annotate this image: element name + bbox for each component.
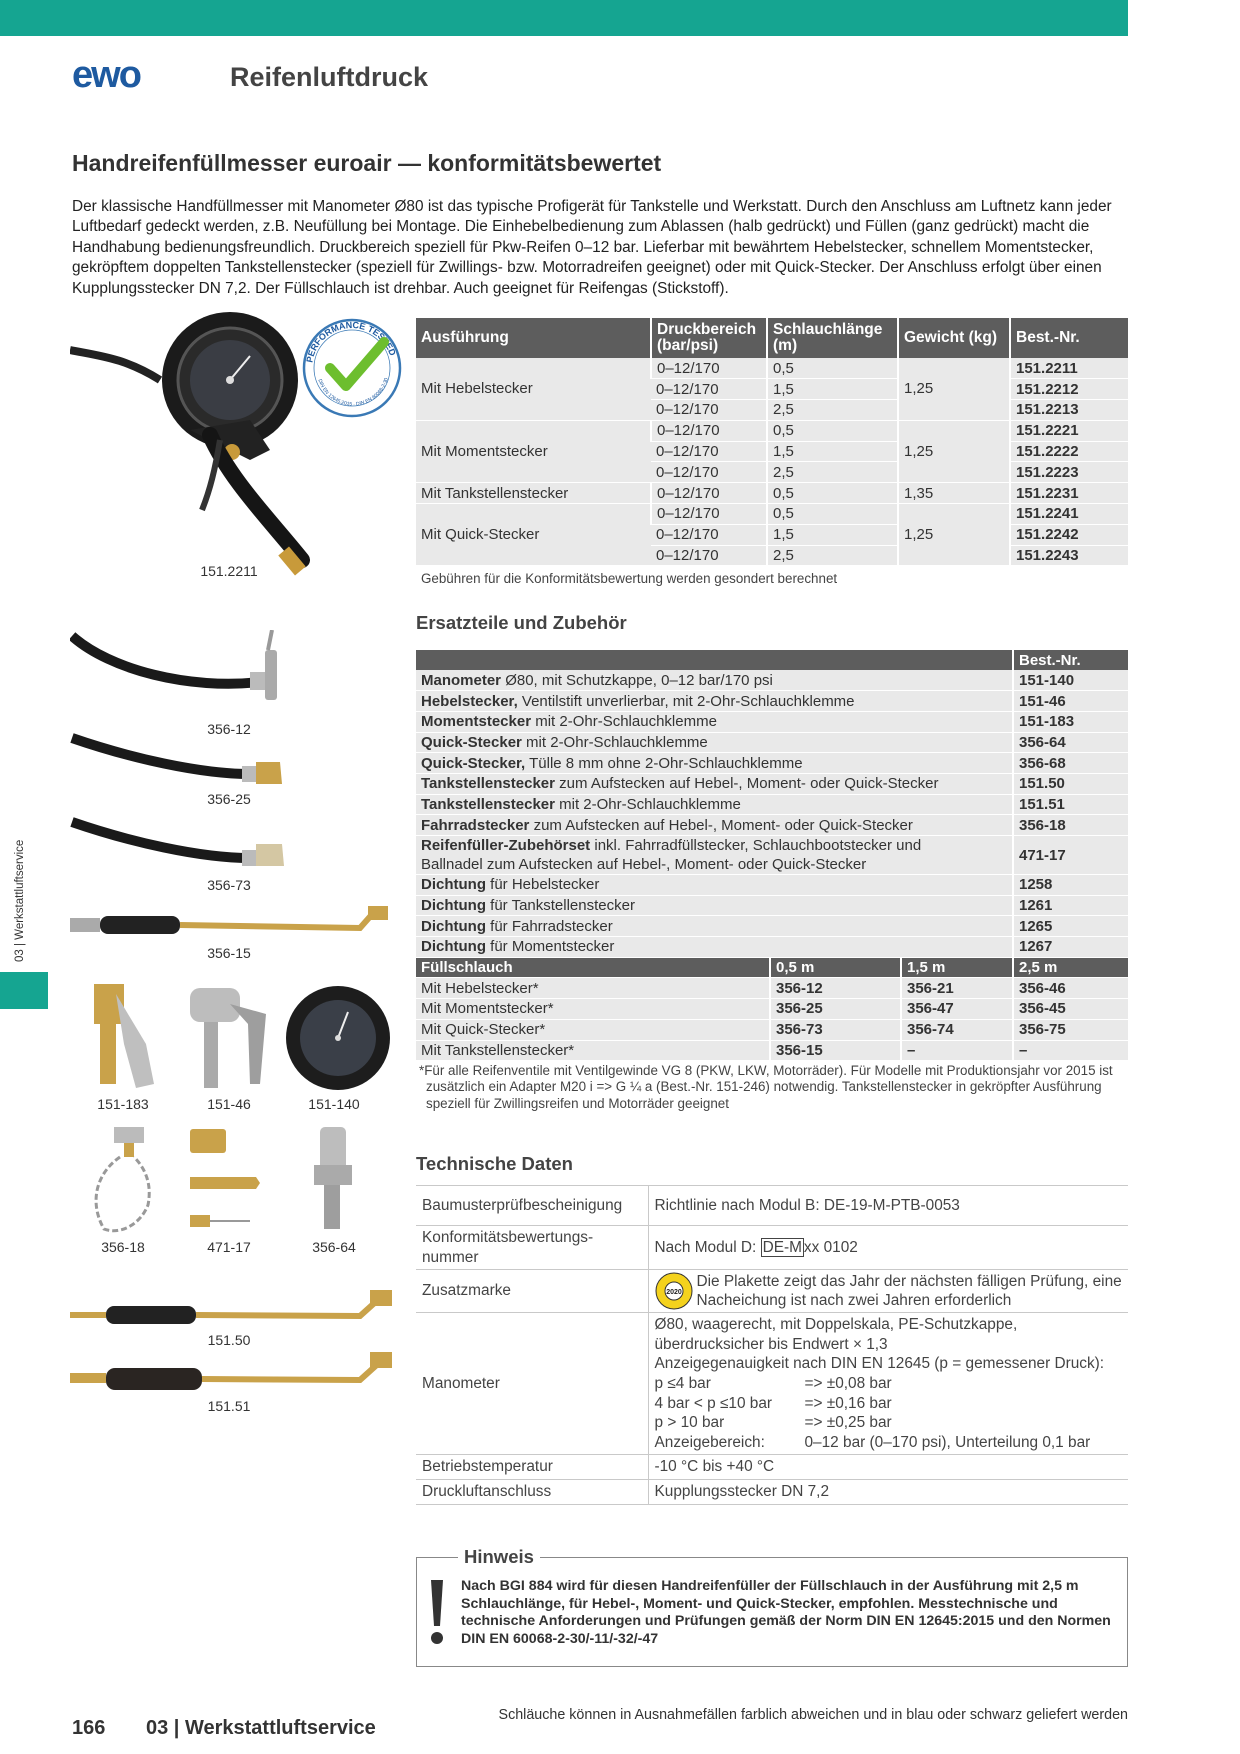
tech-label: Konformitätsbewertungs-nummer <box>416 1226 648 1270</box>
part-desc: Tankstellenstecker zum Aufstecken auf Hebel-, Moment- oder Quick-Stecker <box>416 773 1013 794</box>
footer-note: Schläuche können in Ausnahmefällen farblich abweichen und in blau oder schwarz geliefert werden <box>498 1707 1128 1723</box>
hose-header-row <box>416 957 1128 978</box>
parts-section-title: Ersatzteile und Zubehör <box>416 612 627 633</box>
weight-cell: 1,25 <box>898 504 1010 566</box>
range-cell: 0–12/170 <box>651 358 767 379</box>
table-row <box>416 358 1128 379</box>
tech-value: -10 °C bis +40 °C <box>648 1455 1128 1480</box>
parts-header-best-nr: Best.-Nr. <box>1013 650 1128 670</box>
order-number: 151.2222 <box>1010 441 1128 462</box>
weight-cell: 1,25 <box>898 358 1010 420</box>
order-number: 151.2223 <box>1010 462 1128 483</box>
order-number: 1265 <box>1013 916 1128 937</box>
range-cell: 0–12/170 <box>651 545 767 566</box>
ewo-logo <box>72 55 172 95</box>
weight-cell: 1,35 <box>898 483 1010 504</box>
table-row <box>416 836 1128 875</box>
hose-label: Mit Momentstecker* <box>416 999 770 1020</box>
table-row <box>416 895 1128 916</box>
hose-header-15: 1,5 m <box>901 957 1013 978</box>
side-section-tab <box>0 972 48 1009</box>
exclamation-icon <box>428 1578 446 1648</box>
part-desc: Quick-Stecker, Tülle 8 mm ohne 2-Ohr-Schlauchklemme <box>416 753 1013 774</box>
tankstellenstecker-151-50-image <box>70 1290 400 1336</box>
tankstellenstecker-151-51-image <box>70 1352 400 1402</box>
part-desc: Momentstecker mit 2-Ohr-Schlauchklemme <box>416 711 1013 732</box>
tech-label: Druckluftanschluss <box>416 1479 648 1504</box>
hose-label: Mit Quick-Stecker* <box>416 1019 770 1040</box>
order-number: 1261 <box>1013 895 1128 916</box>
intro-paragraph: Der klassische Handfüllmesser mit Manometer Ø80 ist das typische Profigerät für Tankstelle und Werkstatt. Durch den Anschluss am Luftnetz kann jeder Luftbedarf gedeckt werden, z.B. Neufüllung bei Montage. Die Einhebelbedienung zum Ablassen (halb gedrückt) und Füllen (ganz gedrückt) macht die Handhabung bedienungsfreundlich. Druckbereich speziell für Pkw-Reifen 0–12 bar. Lieferbar mit bewährtem Hebelstecker, schnellem Momentstecker, gekröpftem doppelten Tankstellenstecker (speziell für Zwillings- bzw. Motorradreifen geeignet) oder mit Quick-Stecker. Der Anschluss erfolgt über einen Kupplungsstecker DN 7,2. Der Füllschlauch ist drehbar. Auch geeignet für Reifengas (Stickstoff). <box>72 198 1112 297</box>
variant-name: Mit Quick-Stecker <box>416 504 651 566</box>
order-number: 151-140 <box>1013 670 1128 691</box>
part-desc: Quick-Stecker mit 2-Ohr-Schlauchklemme <box>416 732 1013 753</box>
tech-value: Nach Modul D: DE-M xx 0102 <box>648 1226 1128 1270</box>
caption-151-183: 151-183 <box>97 1096 149 1112</box>
hose-hebelstecker-image <box>70 630 290 720</box>
hose-quick-stecker-image <box>70 816 290 876</box>
weight-cell: 1,25 <box>898 420 1010 482</box>
table-row <box>416 1455 1128 1480</box>
table-row <box>416 732 1128 753</box>
quick-stecker-part-image <box>304 1125 364 1235</box>
tech-value: 2020 Die Plakette zeigt das Jahr der nächsten fälligen Prüfung, eine Nacheichung ist nach zwei Jahren erforderlich <box>648 1270 1128 1313</box>
part-desc: Reifenfüller-Zubehörset inkl. Fahrradfüllstecker, Schlauchbootstecker und Ballnadel zum Aufstecken auf Hebel-, Moment- oder Quick-Stecker <box>416 836 1013 875</box>
order-number: 356-73 <box>770 1019 901 1040</box>
hose-footnote-1: *Für alle Reifenventile mit Ventilgewinde VG 8 (PKW, LKW, Motorräder). Für Modelle mit Produktionsjahr vor 2015 ist <box>419 1063 1113 1078</box>
range-cell: 0–12/170 <box>651 483 767 504</box>
tech-section-title: Technische Daten <box>416 1153 573 1174</box>
order-number: 151.2241 <box>1010 504 1128 525</box>
hose-tankstellenstecker-image <box>70 906 390 946</box>
part-desc: Dichtung für Momentstecker <box>416 937 1013 958</box>
order-number: 356-68 <box>1013 753 1128 774</box>
badge-top-text: PERFORMANCE TESTED <box>304 319 398 364</box>
order-number: 356-75 <box>1013 1019 1128 1040</box>
side-section-label: 03 | Werkstattluftservice <box>14 839 26 962</box>
momentstecker-part-image <box>86 984 158 1094</box>
length-cell: 2,5 <box>767 462 898 483</box>
badge-bottom-text: DIN EN 12645:2015 · DIN EN 60068-2-30 <box>316 377 390 408</box>
order-number: 356-25 <box>770 999 901 1020</box>
caption-356-73: 356-73 <box>207 877 251 893</box>
length-cell: 0,5 <box>767 504 898 525</box>
caption-151-51: 151.51 <box>207 1398 251 1414</box>
part-desc: Dichtung für Tankstellenstecker <box>416 895 1013 916</box>
range-cell: 0–12/170 <box>651 462 767 483</box>
length-cell: 1,5 <box>767 524 898 545</box>
order-number: 151.2212 <box>1010 379 1128 400</box>
col-header-ausfuehrung: Ausführung <box>416 318 651 358</box>
de-m-mark: DE-M <box>762 1238 802 1256</box>
table-row <box>416 711 1128 732</box>
range-cell: 0–12/170 <box>651 379 767 400</box>
variant-name: Mit Hebelstecker <box>416 358 651 420</box>
length-cell: 2,5 <box>767 400 898 421</box>
tech-label: Betriebstemperatur <box>416 1455 648 1480</box>
order-number: 151.2213 <box>1010 400 1128 421</box>
length-cell: 0,5 <box>767 358 898 379</box>
variant-name: Mit Tankstellenstecker <box>416 483 651 504</box>
top-accent-bar <box>0 0 1128 36</box>
hose-label: Mit Hebelstecker* <box>416 978 770 999</box>
length-cell: 0,5 <box>767 420 898 441</box>
order-number: 356-47 <box>901 999 1013 1020</box>
table-row <box>416 691 1128 712</box>
col-header-schlauchlaenge: Schlauchlänge (m) <box>767 318 898 358</box>
accuracy-grid: p ≤4 bar => ±0,08 bar 4 bar < p ≤10 bar => ±0,16 bar p > 10 bar => ±0,25 bar Anzeigebereich: 0–12 bar (0–170 psi), Unterteilung 0,1 bar <box>654 1374 1091 1451</box>
table-row <box>416 937 1128 958</box>
order-number: 356-45 <box>1013 999 1128 1020</box>
part-desc: Manometer Ø80, mit Schutzkappe, 0–12 bar/170 psi <box>416 670 1013 691</box>
order-number: 356-46 <box>1013 978 1128 999</box>
table-row <box>416 1270 1128 1313</box>
length-cell: 1,5 <box>767 441 898 462</box>
table-row <box>416 1019 1128 1040</box>
order-number: 1258 <box>1013 875 1128 896</box>
parts-table <box>416 650 1128 1061</box>
table-row <box>416 978 1128 999</box>
range-cell: 0–12/170 <box>651 504 767 525</box>
order-number: 151.50 <box>1013 773 1128 794</box>
table-row <box>416 794 1128 815</box>
main-image-caption: 151.2211 <box>200 563 258 579</box>
sticker-year: 2020 <box>665 1289 682 1297</box>
part-desc: Dichtung für Fahrradstecker <box>416 916 1013 937</box>
table-row <box>416 1313 1128 1455</box>
hose-label: Mit Tankstellenstecker* <box>416 1040 770 1061</box>
range-cell: 0–12/170 <box>651 441 767 462</box>
col-header-druckbereich: Druckbereich (bar/psi) <box>651 318 767 358</box>
caption-356-64: 356-64 <box>312 1239 356 1255</box>
tech-value: Richtlinie nach Modul B: DE-19-M-PTB-0053 <box>648 1186 1128 1226</box>
tech-value: Kupplungsstecker DN 7,2 <box>648 1479 1128 1504</box>
table-row <box>416 916 1128 937</box>
table-header-row <box>416 318 1128 358</box>
order-number: 151-183 <box>1013 711 1128 732</box>
order-number: – <box>1013 1040 1128 1061</box>
caption-356-25: 356-25 <box>207 791 251 807</box>
caption-356-18: 356-18 <box>101 1239 145 1255</box>
order-number: 151.51 <box>1013 794 1128 815</box>
range-cell: 0–12/170 <box>651 420 767 441</box>
range-cell: 0–12/170 <box>651 524 767 545</box>
order-number: 471-17 <box>1013 836 1128 875</box>
fahrradstecker-part-image <box>90 1125 160 1237</box>
length-cell: 1,5 <box>767 379 898 400</box>
part-desc: Hebelstecker, Ventilstift unverlierbar, mit 2-Ohr-Schlauchklemme <box>416 691 1013 712</box>
parts-header-empty <box>416 650 1013 670</box>
tech-label: Zusatzmarke <box>416 1270 648 1313</box>
hose-header-25: 2,5 m <box>1013 957 1128 978</box>
table-row <box>416 420 1128 441</box>
caption-151-50: 151.50 <box>207 1332 251 1348</box>
page-header-title: Reifenluftdruck <box>230 62 429 92</box>
inspection-sticker-icon <box>655 1272 693 1310</box>
zubehoerset-part-image <box>184 1125 264 1235</box>
hose-header-label: Füllschlauch <box>416 957 770 978</box>
performance-tested-badge <box>300 316 404 420</box>
order-number: 356-74 <box>901 1019 1013 1040</box>
table-row <box>416 815 1128 836</box>
variant-name: Mit Momentstecker <box>416 420 651 482</box>
logo-text: ewo <box>72 55 140 95</box>
manometer-part-image <box>284 984 392 1092</box>
caption-151-46: 151-46 <box>207 1096 251 1112</box>
length-cell: 2,5 <box>767 545 898 566</box>
table-row <box>416 753 1128 774</box>
fee-note: Gebühren für die Konformitätsbewertung werden gesondert berechnet <box>421 571 838 586</box>
table-row <box>416 1040 1128 1061</box>
range-cell: 0–12/170 <box>651 400 767 421</box>
order-number: 356-12 <box>770 978 901 999</box>
tech-value: Ø80, waagerecht, mit Doppelskala, PE-Schutzkappe, überdrucksicher bis Endwert × 1,3 Anzeigegenauigkeit nach DIN EN 12645 (p = gemessener Druck): p ≤4 bar => ±0,08 bar 4 bar < p ≤10 bar => ±0,16 bar p > 10 bar => ±0,25 bar Anzeigebereich: 0–12 bar (0–170 psi), Unterteilung 0,1 bar <box>648 1313 1128 1455</box>
part-desc: Tankstellenstecker mit 2-Ohr-Schlauchklemme <box>416 794 1013 815</box>
part-desc: Dichtung für Hebelstecker <box>416 875 1013 896</box>
order-number: 151.2231 <box>1010 483 1128 504</box>
hose-footnote-3: speziell für Zwillingsreifen und Motorräder geeignet <box>426 1096 729 1111</box>
caption-151-140: 151-140 <box>308 1096 360 1112</box>
product-table <box>416 318 1128 566</box>
order-number: 356-64 <box>1013 732 1128 753</box>
col-header-best-nr: Best.-Nr. <box>1010 318 1128 358</box>
caption-356-15: 356-15 <box>207 945 251 961</box>
tech-table <box>416 1185 1128 1505</box>
caption-356-12: 356-12 <box>207 721 251 737</box>
order-number: 356-15 <box>770 1040 901 1061</box>
table-row <box>416 1226 1128 1270</box>
order-number: 356-21 <box>901 978 1013 999</box>
hebelstecker-part-image <box>190 984 270 1094</box>
parts-header-row <box>416 650 1128 670</box>
tech-label: Manometer <box>416 1313 648 1455</box>
hint-text: Nach BGI 884 wird für diesen Handreifenfüller der Füllschlauch in der Ausführung mit 2,5 m Schlauchlänge, für Hebel-, Moment- und Quick-Stecker, empfohlen. Messtechnische und technische Anforderungen und Prüfungen gemäß der Norm DIN EN 12645:2015 und den Normen DIN EN 60068-2-30/-11/-32/-47 <box>461 1578 1111 1647</box>
table-row <box>416 999 1128 1020</box>
page-number: 166 <box>72 1717 106 1739</box>
tire-inflator-image <box>70 310 310 580</box>
hose-momentstecker-image <box>70 732 290 792</box>
table-row <box>416 483 1128 504</box>
table-row <box>416 773 1128 794</box>
table-row <box>416 670 1128 691</box>
order-number: 151-46 <box>1013 691 1128 712</box>
col-header-gewicht: Gewicht (kg) <box>898 318 1010 358</box>
section-title: Handreifenfüllmesser euroair — konformitätsbewertet <box>72 150 662 176</box>
hose-footnote-2: zusätzlich ein Adapter M20 i => G ¼ a (Best.-Nr. 151-246) notwendig. Tankstellenstecker in gekröpfter Ausführung <box>426 1079 1102 1094</box>
order-number: 151.2221 <box>1010 420 1128 441</box>
hint-title: Hinweis <box>458 1546 540 1568</box>
length-cell: 0,5 <box>767 483 898 504</box>
footer-section: 03 | Werkstattluftservice <box>146 1717 376 1739</box>
order-number: 1267 <box>1013 937 1128 958</box>
order-number: 151.2211 <box>1010 358 1128 379</box>
order-number: – <box>901 1040 1013 1061</box>
caption-471-17: 471-17 <box>207 1239 251 1255</box>
table-row <box>416 504 1128 525</box>
order-number: 151.2243 <box>1010 545 1128 566</box>
hose-header-05: 0,5 m <box>770 957 901 978</box>
table-row <box>416 875 1128 896</box>
tech-label: Baumusterprüfbescheinigung <box>416 1186 648 1226</box>
part-desc: Fahrradstecker zum Aufstecken auf Hebel-, Moment- oder Quick-Stecker <box>416 815 1013 836</box>
order-number: 151.2242 <box>1010 524 1128 545</box>
table-row <box>416 1186 1128 1226</box>
table-row <box>416 1479 1128 1504</box>
order-number: 356-18 <box>1013 815 1128 836</box>
